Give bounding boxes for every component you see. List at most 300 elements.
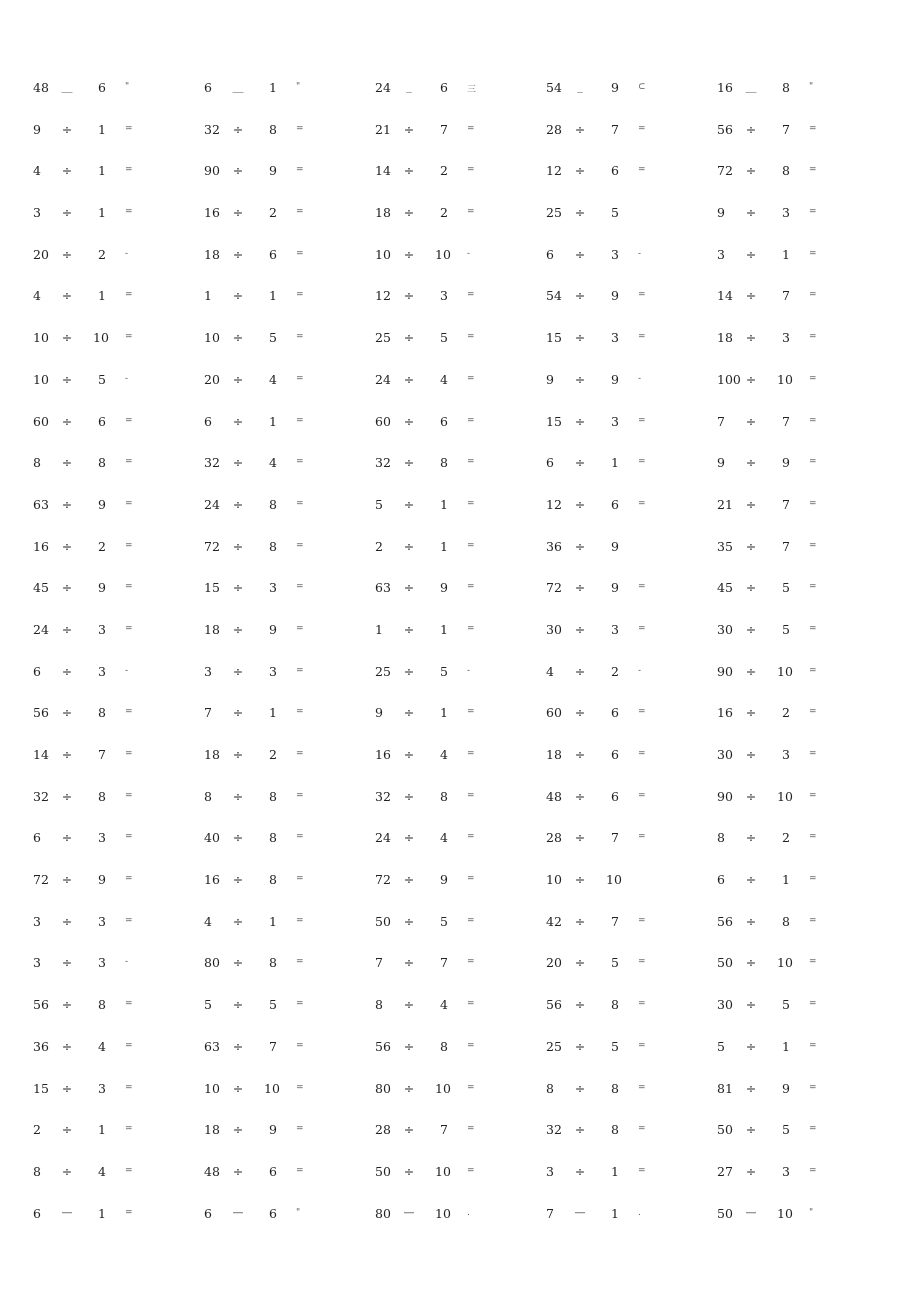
operator-sign: ÷ xyxy=(61,538,73,554)
divisor: 3 xyxy=(782,205,790,221)
operator-sign: — xyxy=(745,1205,757,1219)
division-problem xyxy=(375,441,546,483)
divisor: 6 xyxy=(98,413,106,429)
dividend: 8 xyxy=(546,1080,554,1096)
dividend: 10 xyxy=(204,330,220,346)
division-problem xyxy=(33,816,204,858)
division-problem xyxy=(546,983,717,1025)
divisor: 1 xyxy=(611,455,619,471)
division-problem xyxy=(717,1192,888,1234)
divisor: 10 xyxy=(777,788,793,804)
equals-sign: = xyxy=(296,248,304,259)
dividend: 16 xyxy=(204,872,220,888)
equals-sign: = xyxy=(296,457,304,468)
division-problem xyxy=(33,691,204,733)
equals-sign: = xyxy=(296,1082,304,1093)
divisor: 1 xyxy=(269,913,277,929)
equals-sign: = xyxy=(638,582,646,593)
dividend: 32 xyxy=(33,788,49,804)
operator-sign: ÷ xyxy=(745,705,757,721)
dividend: 5 xyxy=(717,1038,725,1054)
dividend: 10 xyxy=(375,246,391,262)
divisor: 4 xyxy=(440,371,448,387)
division-problem xyxy=(204,1025,375,1067)
dividend: 15 xyxy=(546,330,562,346)
equals-sign: = xyxy=(809,1082,817,1093)
dividend: 15 xyxy=(546,413,562,429)
dividend: 4 xyxy=(546,663,554,679)
equals-sign: = xyxy=(296,665,304,676)
divisor: 1 xyxy=(98,288,106,304)
division-problem xyxy=(204,733,375,775)
equals-sign: = xyxy=(125,874,133,885)
dividend: 10 xyxy=(546,872,562,888)
dividend: 9 xyxy=(375,705,383,721)
division-problem xyxy=(717,149,888,191)
division-problem xyxy=(33,149,204,191)
equals-sign: = xyxy=(296,498,304,509)
equals-sign: = xyxy=(125,915,133,926)
divisor: 2 xyxy=(98,538,106,554)
operator-sign: ÷ xyxy=(574,955,586,971)
divisor: 4 xyxy=(440,997,448,1013)
division-problem xyxy=(717,483,888,525)
dividend: 10 xyxy=(33,371,49,387)
equals-sign: - xyxy=(125,248,129,259)
divisor: 9 xyxy=(98,872,106,888)
equals-sign: = xyxy=(296,1124,304,1135)
operator-sign: ÷ xyxy=(745,246,757,262)
equals-sign: = xyxy=(296,373,304,384)
equals-sign: = xyxy=(296,832,304,843)
equals-sign: = xyxy=(467,999,475,1010)
equals-sign: = xyxy=(809,498,817,509)
dividend: 15 xyxy=(33,1080,49,1096)
division-problem xyxy=(204,1108,375,1150)
equals-sign: . xyxy=(638,1207,641,1218)
dividend: 9 xyxy=(717,455,725,471)
divisor: 8 xyxy=(440,1038,448,1054)
equals-sign: = xyxy=(809,915,817,926)
dividend: 7 xyxy=(204,705,212,721)
operator-sign: ÷ xyxy=(745,747,757,762)
division-problem xyxy=(375,1150,546,1192)
divisor: 3 xyxy=(440,288,448,304)
operator-sign: ÷ xyxy=(232,330,244,346)
divisor: 6 xyxy=(98,80,106,95)
equals-sign: = xyxy=(296,540,304,551)
division-problem xyxy=(546,1067,717,1109)
divisor: 6 xyxy=(611,496,619,512)
equals-sign: = xyxy=(809,623,817,634)
dividend: 60 xyxy=(375,413,391,429)
dividend: 16 xyxy=(375,747,391,762)
divisor: 2 xyxy=(440,163,448,179)
division-problem xyxy=(717,1025,888,1067)
equals-sign: = xyxy=(296,1165,304,1176)
equals-sign: = xyxy=(638,123,646,134)
division-problem xyxy=(33,1192,204,1234)
division-problem xyxy=(33,108,204,150)
dividend: 6 xyxy=(204,1205,212,1221)
equals-sign: = xyxy=(125,498,133,509)
divisor: 5 xyxy=(782,621,790,637)
equals-sign: = xyxy=(125,290,133,301)
division-problem xyxy=(546,66,717,108)
division-problem xyxy=(33,66,204,108)
equals-sign: = xyxy=(467,1124,475,1135)
divisor: 3 xyxy=(782,330,790,346)
division-problem xyxy=(717,900,888,942)
dividend: 81 xyxy=(717,1080,733,1096)
equals-sign: = xyxy=(296,332,304,343)
dividend: 8 xyxy=(375,997,383,1013)
operator-sign: ÷ xyxy=(61,1122,73,1138)
operator-sign: ÷ xyxy=(61,621,73,637)
operator-sign: ÷ xyxy=(745,955,757,971)
operator-sign: ÷ xyxy=(745,121,757,137)
dividend: 32 xyxy=(375,788,391,804)
dividend: 56 xyxy=(546,997,562,1013)
operator-sign: ÷ xyxy=(403,872,415,888)
operator-sign: __ xyxy=(61,80,73,93)
operator-sign: ÷ xyxy=(61,413,73,429)
dividend: 80 xyxy=(375,1205,391,1221)
divisor: 4 xyxy=(98,1038,106,1054)
divisor: 3 xyxy=(98,621,106,637)
operator-sign: ÷ xyxy=(745,1080,757,1096)
dividend: 36 xyxy=(33,1038,49,1054)
division-problem xyxy=(717,191,888,233)
dividend: 24 xyxy=(204,496,220,512)
operator-sign: ÷ xyxy=(745,205,757,221)
operator-sign: ÷ xyxy=(61,663,73,679)
division-problem xyxy=(33,941,204,983)
divisor: 1 xyxy=(440,705,448,721)
equals-sign: = xyxy=(467,874,475,885)
equals-sign: = xyxy=(809,540,817,551)
equals-sign: = xyxy=(638,498,646,509)
equals-sign: = xyxy=(638,415,646,426)
dividend: 28 xyxy=(546,121,562,137)
division-problem xyxy=(33,858,204,900)
divisor: 6 xyxy=(611,747,619,762)
equals-sign: = xyxy=(809,582,817,593)
operator-sign: ÷ xyxy=(232,997,244,1013)
division-problem xyxy=(375,525,546,567)
divisor: 8 xyxy=(611,997,619,1013)
dividend: 9 xyxy=(546,371,554,387)
equals-sign: = xyxy=(296,290,304,301)
divisor: 1 xyxy=(98,1205,106,1221)
equals-sign: = xyxy=(467,832,475,843)
equals-sign: = xyxy=(638,1082,646,1093)
divisor: 4 xyxy=(98,1163,106,1179)
dividend: 60 xyxy=(546,705,562,721)
equals-sign: = xyxy=(809,332,817,343)
division-problem xyxy=(717,358,888,400)
divisor: 8 xyxy=(782,913,790,929)
divisor: 1 xyxy=(611,1205,619,1221)
division-problem xyxy=(546,108,717,150)
division-problem xyxy=(375,733,546,775)
divisor: 8 xyxy=(269,955,277,971)
division-problem xyxy=(546,233,717,275)
operator-sign: ÷ xyxy=(403,663,415,679)
operator-sign: ÷ xyxy=(574,121,586,137)
dividend: 20 xyxy=(204,371,220,387)
equals-sign: " xyxy=(809,1207,814,1218)
divisor: 6 xyxy=(440,80,448,95)
equals-sign: = xyxy=(809,957,817,968)
divisor: 6 xyxy=(269,246,277,262)
divisor: 9 xyxy=(98,580,106,596)
divisor: 5 xyxy=(611,1038,619,1054)
equals-sign: = xyxy=(467,415,475,426)
division-problem xyxy=(717,66,888,108)
division-problem xyxy=(375,650,546,692)
division-problem xyxy=(33,358,204,400)
operator-sign: ÷ xyxy=(574,788,586,804)
dividend: 56 xyxy=(33,705,49,721)
equals-sign: = xyxy=(638,957,646,968)
operator-sign: ÷ xyxy=(61,788,73,804)
operator-sign: ÷ xyxy=(745,371,757,387)
dividend: 72 xyxy=(546,580,562,596)
dividend: 56 xyxy=(717,121,733,137)
division-problem xyxy=(204,525,375,567)
equals-sign: = xyxy=(638,332,646,343)
division-problem xyxy=(33,483,204,525)
division-problem xyxy=(717,733,888,775)
dividend: 12 xyxy=(546,496,562,512)
division-problem xyxy=(717,108,888,150)
operator-sign: — xyxy=(403,1205,415,1219)
dividend: 25 xyxy=(375,330,391,346)
operator-sign: ÷ xyxy=(232,663,244,679)
equals-sign: = xyxy=(809,1124,817,1135)
division-problem xyxy=(375,316,546,358)
division-problem xyxy=(204,858,375,900)
division-problem xyxy=(717,983,888,1025)
dividend: 50 xyxy=(717,1205,733,1221)
equals-sign: = xyxy=(467,707,475,718)
dividend: 100 xyxy=(717,371,741,387)
dividend: 48 xyxy=(33,80,49,95)
operator-sign: ÷ xyxy=(745,163,757,179)
divisor: 8 xyxy=(269,121,277,137)
divisor: 1 xyxy=(98,121,106,137)
dividend: 8 xyxy=(33,455,41,471)
equals-sign: = xyxy=(125,790,133,801)
dividend: 72 xyxy=(375,872,391,888)
equals-sign: = xyxy=(125,332,133,343)
equals-sign: = xyxy=(296,623,304,634)
equals-sign: - xyxy=(467,665,471,676)
dividend: 7 xyxy=(375,955,383,971)
equals-sign: = xyxy=(809,457,817,468)
divisor: 1 xyxy=(98,205,106,221)
dividend: 25 xyxy=(546,1038,562,1054)
equals-sign: = xyxy=(296,582,304,593)
dividend: 54 xyxy=(546,288,562,304)
divisor: 9 xyxy=(782,1080,790,1096)
division-problem xyxy=(33,1108,204,1150)
divisor: 9 xyxy=(611,80,619,95)
equals-sign: = xyxy=(467,123,475,134)
divisor: 9 xyxy=(269,621,277,637)
divisor: 1 xyxy=(440,621,448,637)
operator-sign: ÷ xyxy=(745,621,757,637)
divisor: 6 xyxy=(269,1205,277,1221)
division-problem xyxy=(375,691,546,733)
dividend: 72 xyxy=(33,872,49,888)
divisor: 8 xyxy=(782,163,790,179)
equals-sign: = xyxy=(125,415,133,426)
divisor: 10 xyxy=(264,1080,280,1096)
operator-sign: ÷ xyxy=(232,872,244,888)
operator-sign: ÷ xyxy=(745,496,757,512)
equals-sign: = xyxy=(467,1040,475,1051)
dividend: 28 xyxy=(546,830,562,846)
dividend: 30 xyxy=(546,621,562,637)
division-problem xyxy=(375,233,546,275)
dividend: 10 xyxy=(33,330,49,346)
divisor: 5 xyxy=(440,913,448,929)
division-problem xyxy=(717,1108,888,1150)
divisor: 8 xyxy=(98,997,106,1013)
operator-sign: ÷ xyxy=(61,330,73,346)
equals-sign: = xyxy=(125,457,133,468)
operator-sign: ÷ xyxy=(745,788,757,804)
divisor: 7 xyxy=(440,955,448,971)
dividend: 16 xyxy=(717,705,733,721)
division-problem xyxy=(546,733,717,775)
equals-sign: = xyxy=(638,165,646,176)
operator-sign: ÷ xyxy=(574,288,586,304)
dividend: 56 xyxy=(717,913,733,929)
division-problem xyxy=(375,983,546,1025)
dividend: 16 xyxy=(33,538,49,554)
operator-sign: ÷ xyxy=(403,496,415,512)
divisor: 2 xyxy=(440,205,448,221)
divisor: 9 xyxy=(269,1122,277,1138)
dividend: 27 xyxy=(717,1163,733,1179)
operator-sign: ÷ xyxy=(574,330,586,346)
equals-sign: ⊂ xyxy=(638,82,646,92)
divisor: 1 xyxy=(98,1122,106,1138)
operator-sign: ÷ xyxy=(61,121,73,137)
equals-sign: = xyxy=(296,207,304,218)
equals-sign: = xyxy=(467,790,475,801)
divisor: 4 xyxy=(269,455,277,471)
operator-sign: ÷ xyxy=(61,1163,73,1179)
operator-sign: ÷ xyxy=(61,1038,73,1054)
equals-sign: = xyxy=(125,123,133,134)
division-problem xyxy=(33,191,204,233)
division-problem xyxy=(717,1067,888,1109)
division-problem xyxy=(546,1150,717,1192)
division-problem xyxy=(375,400,546,442)
operator-sign: ÷ xyxy=(745,997,757,1013)
division-worksheet xyxy=(33,66,920,1233)
dividend: 18 xyxy=(546,747,562,762)
dividend: 6 xyxy=(33,830,41,846)
operator-sign: ÷ xyxy=(232,538,244,554)
equals-sign: = xyxy=(296,749,304,759)
equals-sign: = xyxy=(638,915,646,926)
equals-sign: = xyxy=(638,457,646,468)
divisor: 10 xyxy=(435,1163,451,1179)
divisor: 6 xyxy=(611,788,619,804)
divisor: 9 xyxy=(611,580,619,596)
operator-sign: ÷ xyxy=(61,1080,73,1096)
divisor: 1 xyxy=(440,538,448,554)
equals-sign: = xyxy=(467,207,475,218)
operator-sign: ÷ xyxy=(232,788,244,804)
division-problem xyxy=(375,816,546,858)
divisor: 2 xyxy=(611,663,619,679)
dividend: 32 xyxy=(204,455,220,471)
divisor: 2 xyxy=(98,246,106,262)
division-problem xyxy=(717,400,888,442)
division-problem xyxy=(204,691,375,733)
operator-sign: ÷ xyxy=(745,1038,757,1054)
operator-sign: ÷ xyxy=(574,1038,586,1054)
dividend: 35 xyxy=(717,538,733,554)
division-problem xyxy=(204,274,375,316)
dividend: 4 xyxy=(33,288,41,304)
operator-sign: ÷ xyxy=(574,580,586,596)
divisor: 3 xyxy=(98,663,106,679)
equals-sign: = xyxy=(296,415,304,426)
operator-sign: ÷ xyxy=(403,538,415,554)
dividend: 4 xyxy=(33,163,41,179)
division-problem xyxy=(204,149,375,191)
equals-sign: = xyxy=(125,540,133,551)
operator-sign: ÷ xyxy=(403,747,415,762)
equals-sign: " xyxy=(809,82,814,92)
division-problem xyxy=(33,233,204,275)
equals-sign: = xyxy=(809,415,817,426)
divisor: 5 xyxy=(611,205,619,221)
divisor: 7 xyxy=(611,121,619,137)
dividend: 30 xyxy=(717,621,733,637)
dividend: 24 xyxy=(375,371,391,387)
divisor: 3 xyxy=(98,830,106,846)
divisor: 6 xyxy=(269,1163,277,1179)
equals-sign: = xyxy=(809,123,817,134)
operator-sign: ÷ xyxy=(232,1038,244,1054)
dividend: 63 xyxy=(204,1038,220,1054)
division-problem xyxy=(375,1025,546,1067)
operator-sign: ÷ xyxy=(61,246,73,262)
divisor: 9 xyxy=(611,371,619,387)
operator-sign: ÷ xyxy=(403,288,415,304)
operator-sign: ÷ xyxy=(403,1038,415,1054)
equals-sign: = xyxy=(809,874,817,885)
divisor: 1 xyxy=(98,163,106,179)
dividend: 21 xyxy=(717,496,733,512)
operator-sign: ÷ xyxy=(574,1163,586,1179)
divisor: 8 xyxy=(269,830,277,846)
divisor: 1 xyxy=(782,246,790,262)
equals-sign: - xyxy=(125,373,129,384)
equals-sign: = xyxy=(125,207,133,218)
dividend: 6 xyxy=(33,1205,41,1221)
divisor: 7 xyxy=(782,121,790,137)
equals-sign: = xyxy=(125,832,133,843)
